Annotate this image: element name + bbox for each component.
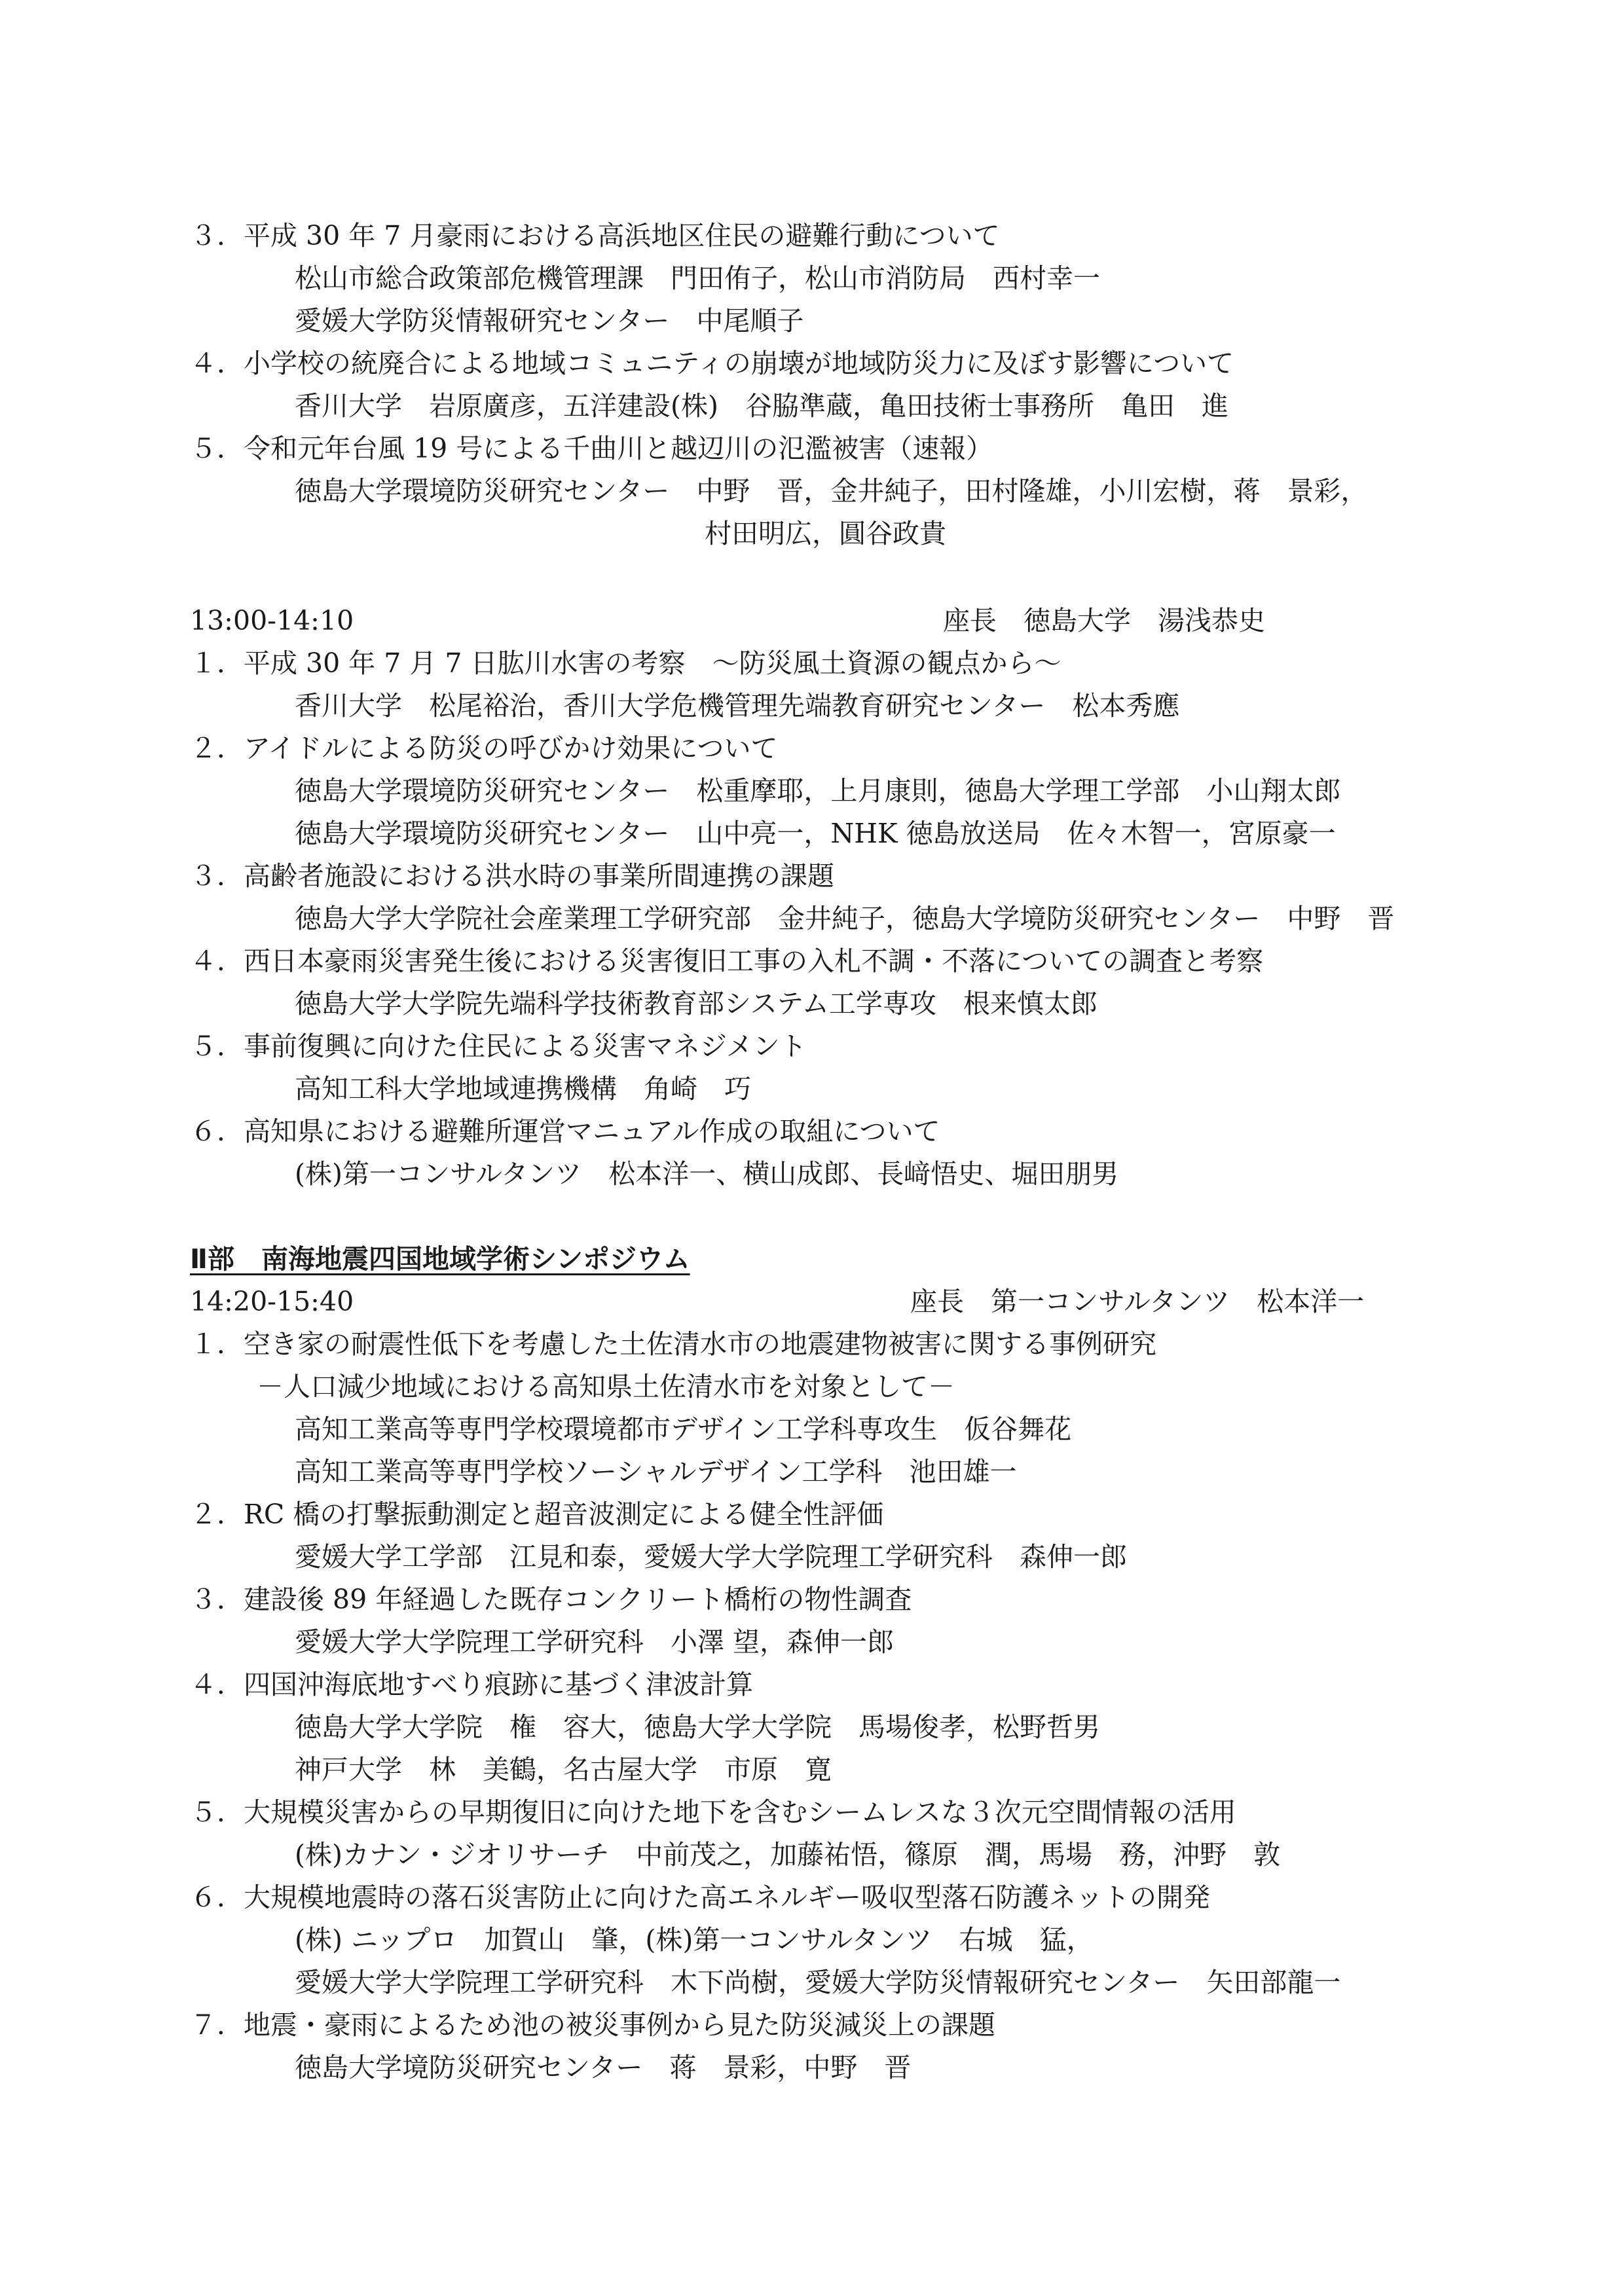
presentation-authors: 松山市総合政策部危機管理課 門田侑子，松山市消防局 西村幸一 <box>295 263 1100 294</box>
session-chair: 座長 徳島大学 湯浅恭史 <box>943 605 1265 636</box>
presentation-title: １．空き家の耐震性低下を考慮した土佐清水市の地震建物被害に関する事例研究 <box>190 1328 1156 1360</box>
presentation-authors: 愛媛大学工学部 江見和泰，愛媛大学大学院理工学研究科 森伸一郎 <box>295 1541 1127 1573</box>
presentation-subtitle: －人口減少地域における高知県土佐清水市を対象として－ <box>257 1371 955 1402</box>
presentation-title: ２．アイドルによる防災の呼びかけ効果について <box>190 733 778 764</box>
session-chair: 座長 第一コンサルタンツ 松本洋一 <box>910 1286 1365 1317</box>
presentation-title: ４．四国沖海底地すべり痕跡に基づく津波計算 <box>190 1669 754 1700</box>
presentation-authors: 高知工業高等専門学校ソーシャルデザイン工学科 池田雄一 <box>295 1456 1017 1487</box>
presentation-authors: 徳島大学境防災研究センター 蒋 景彩，中野 晋 <box>295 2052 912 2083</box>
presentation-authors: 徳島大学環境防災研究センター 松重摩耶，上月康則，徳島大学理工学部 小山翔太郎 <box>295 775 1341 807</box>
presentation-authors: (株)第一コンサルタンツ 松本洋一、横山成郎、長﨑悟史、堀田朋男 <box>295 1158 1119 1190</box>
presentation-title: ６．大規模地震時の落石災害防止に向けた高エネルギー吸収型落石防護ネットの開発 <box>190 1882 1210 1913</box>
presentation-authors: (株) ニップロ 加賀山 肇，(株)第一コンサルタンツ 右城 猛， <box>295 1924 1094 1956</box>
presentation-authors: (株)カナン・ジオリサーチ 中前茂之，加藤祐悟，篠原 潤，馬場 務，沖野 敦 <box>295 1839 1281 1870</box>
presentation-authors: 愛媛大学防災情報研究センター 中尾順子 <box>295 305 804 337</box>
presentation-title: ３．建設後 89 年経過した既存コンクリート橋桁の物性調査 <box>190 1584 912 1615</box>
presentation-authors: 村田明広，圓谷政貴 <box>705 518 946 549</box>
presentation-title: ４．西日本豪雨災害発生後における災害復旧工事の入札不調・不落についての調査と考察 <box>190 945 1264 977</box>
presentation-title: ６．高知県における避難所運営マニュアル作成の取組について <box>190 1116 940 1147</box>
presentation-title: ２．RC 橋の打撃振動測定と超音波測定による健全性評価 <box>190 1499 884 1530</box>
presentation-authors: 徳島大学大学院社会産業理工学研究部 金井純子，徳島大学境防災研究センター 中野 晋 <box>295 903 1395 934</box>
presentation-title: ５．令和元年台風 19 号による千曲川と越辺川の氾濫被害（速報） <box>190 433 993 464</box>
presentation-title: ５．大規模災害からの早期復旧に向けた地下を含むシームレスな３次元空間情報の活用 <box>190 1796 1236 1828</box>
presentation-title: ５．事前復興に向けた住民による災害マネジメント <box>190 1030 807 1062</box>
presentation-authors: 香川大学 松尾裕治，香川大学危機管理先端教育研究センター 松本秀應 <box>295 690 1180 721</box>
presentation-authors: 徳島大学環境防災研究センター 中野 晋，金井純子，田村隆雄，小川宏樹，蒋 景彩， <box>295 475 1368 507</box>
presentation-authors: 徳島大学大学院先端科学技術教育部システム工学専攻 根来慎太郎 <box>295 988 1098 1019</box>
presentation-authors: 香川大学 岩原廣彦，五洋建設(株) 谷脇準蔵，亀田技術士事務所 亀田 進 <box>295 390 1228 422</box>
presentation-authors: 神戸大学 林 美鶴，名古屋大学 市原 寛 <box>295 1754 832 1785</box>
presentation-title: ３．高齢者施設における洪水時の事業所間連携の課題 <box>190 860 834 892</box>
presentation-authors: 高知工業高等専門学校環境都市デザイン工学科専攻生 仮谷舞花 <box>295 1413 1072 1445</box>
presentation-authors: 愛媛大学大学院理工学研究科 小澤 望，森伸一郎 <box>295 1626 895 1658</box>
session-time: 13:00-14:10 <box>190 605 354 636</box>
presentation-title: ３．平成 30 年 7 月豪雨における高浜地区住民の避難行動について <box>190 220 1000 251</box>
presentation-authors: 愛媛大学大学院理工学研究科 木下尚樹，愛媛大学防災情報研究センター 矢田部龍一 <box>295 1967 1341 1998</box>
session-time: 14:20-15:40 <box>190 1286 354 1317</box>
presentation-title: ７．地震・豪雨によるため池の被災事例から見た防災減災上の課題 <box>190 2009 995 2041</box>
part-heading: Ⅱ部 南海地震四国地域学術シンポジウム <box>190 1243 690 1275</box>
presentation-title: ４．小学校の統廃合による地域コミュニティの崩壊が地域防災力に及ぼす影響について <box>190 348 1234 379</box>
presentation-authors: 徳島大学環境防災研究センター 山中亮一，NHK 徳島放送局 佐々木智一，宮原豪一 <box>295 818 1336 849</box>
presentation-authors: 徳島大学大学院 権 容大，徳島大学大学院 馬場俊孝，松野哲男 <box>295 1711 1100 1743</box>
presentation-authors: 高知工科大学地域連携機構 角崎 巧 <box>295 1073 751 1104</box>
presentation-title: １．平成 30 年 7 月 7 日肱川水害の考察 ～防災風土資源の観点から～ <box>190 647 1061 679</box>
